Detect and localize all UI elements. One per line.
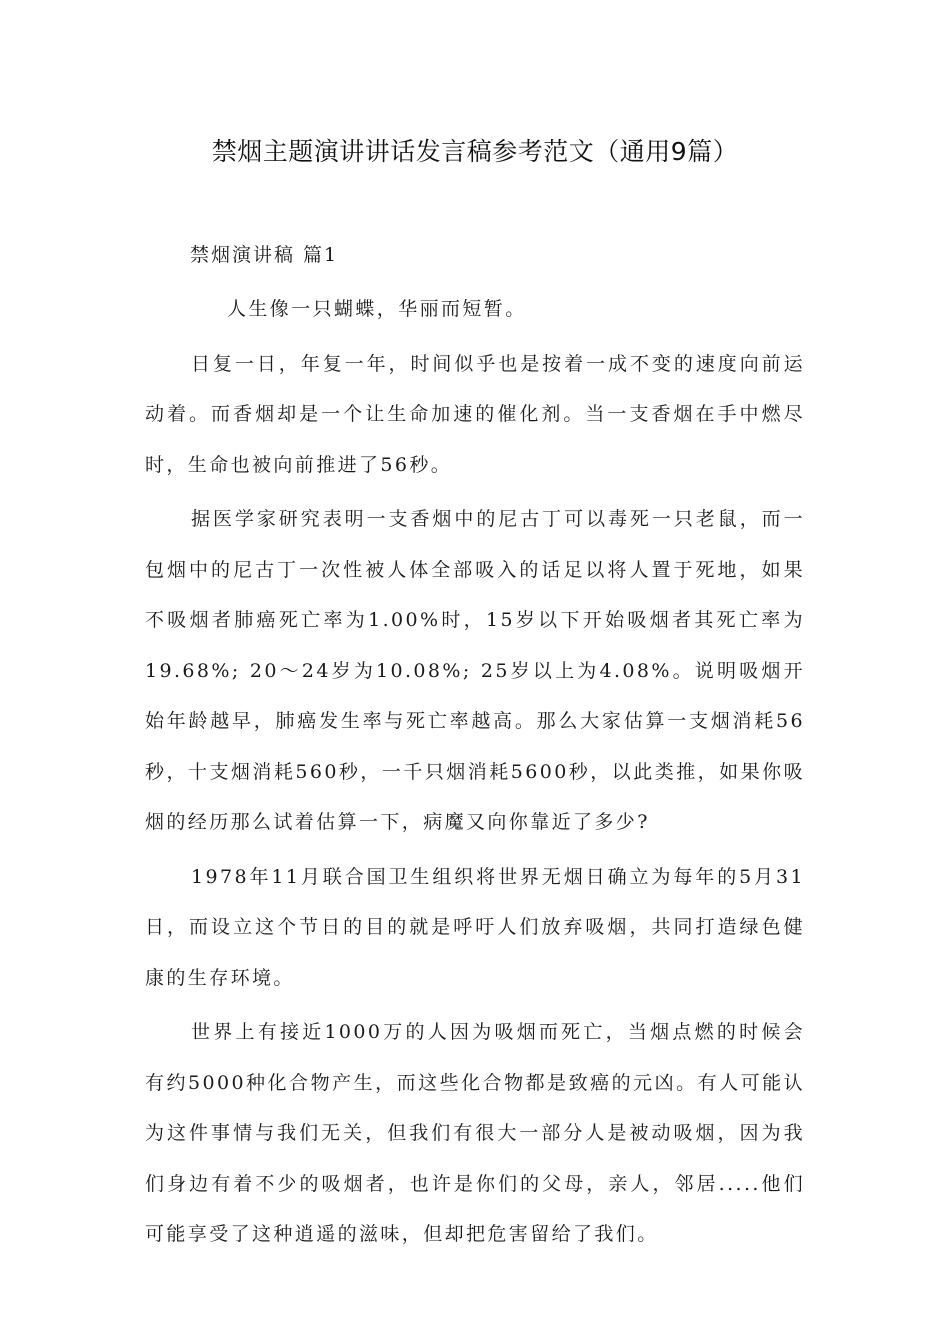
document-body [145, 284, 805, 1264]
paragraph: 据医学家研究表明一支香烟中的尼古丁可以毒死一只老鼠，而一包烟中的尼古丁一次性被人体全部吸入的话足以将人置于死地，如果不吸烟者肺癌死亡率为1.00%时，15岁以下开始吸烟者其死亡率为19.68%; 20～24岁为10.08%; 25岁以上为4.08%。说明吸烟开始年龄越早，肺癌发生率与死亡率越高。那么大家估算一支烟消耗56秒，十支烟消耗560秒，一千只烟消耗5600秒，以此类推，如果你吸烟的经历那么试着估算一下，病魔又向你靠近了多少? [145, 508, 805, 833]
section-heading: 禁烟演讲稿 篇1 [190, 244, 339, 266]
paragraph: 1978年11月联合国卫生组织将世界无烟日确立为每年的5月31日，而设立这个节日的目的就是呼吁人们放弃吸烟，共同打造绿色健康的生存环境。 [145, 865, 805, 989]
document-title: 禁烟主题演讲讲话发言稿参考范文（通用9篇） [211, 137, 739, 166]
paragraph: 日复一日，年复一年，时间似乎也是按着一成不变的速度向前运动着。而香烟却是一个让生命加速的催化剂。当一支香烟在手中燃尽时，生命也被向前推进了56秒。 [145, 352, 805, 476]
paragraph: 世界上有接近1000万的人因为吸烟而死亡，当烟点燃的时候会有约5000种化合物产生，而这些化合物都是致癌的元凶。有人可能认为这件事情与我们无关，但我们有很大一部分人是被动吸烟，因为我们身边有着不少的吸烟者，也许是你们的父母，亲人，邻居.....他们可能享受了这种逍遥的滋味，但却把危害留给了我们。 [145, 1021, 805, 1245]
paragraph: 人生像一只蝴蝶，华丽而短暂。 [227, 298, 527, 320]
